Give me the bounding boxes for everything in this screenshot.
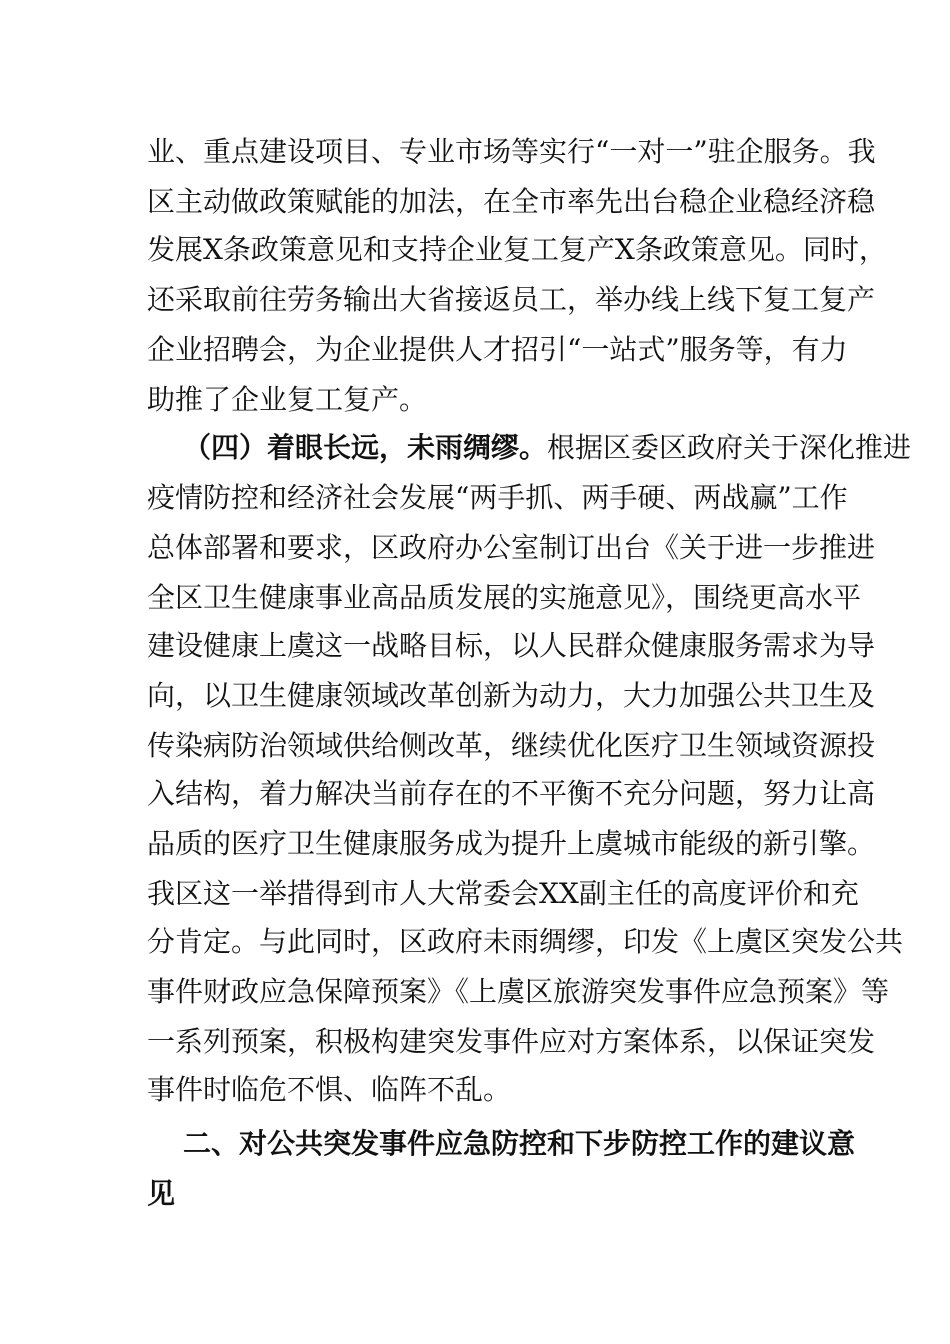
- paragraph-line: 传染病防治领域供给侧改革，继续优化医疗卫生领域资源投: [147, 729, 876, 762]
- paragraph-line: 品质的医疗卫生健康服务成为提升上虞城市能级的新引擎。: [147, 827, 876, 860]
- paragraph-line: 发展X条政策意见和支持企业复工复产X条政策意见。同时，: [147, 233, 887, 266]
- paragraph-line: 我区这一举措得到市人大常委会XX副主任的高度评价和充: [147, 877, 859, 910]
- paragraph-line: 区主动做政策赋能的加法，在全市率先出台稳企业稳经济稳: [147, 185, 876, 218]
- paragraph-text: 根据区委区政府关于深化推进: [547, 431, 912, 464]
- paragraph-line: 助推了企业复工复产。: [147, 383, 428, 416]
- paragraph-line: 分肯定。与此同时，区政府未雨绸缪，印发《上虞区突发公共: [147, 925, 904, 958]
- paragraph-line: 总体部署和要求，区政府办公室制订出台《关于进一步推进: [147, 531, 876, 564]
- section-heading-continued: 见: [147, 1177, 176, 1210]
- paragraph-line: 向，以卫生健康领域改革创新为动力，大力加强公共卫生及: [147, 679, 876, 712]
- paragraph-line: 事件时临危不惧、临阵不乱。: [147, 1073, 512, 1106]
- paragraph-line: 疫情防控和经济社会发展“两手抓、两手硬、两战赢”工作: [147, 481, 848, 514]
- subsection-heading: （四）着眼长远，未雨绸缪。: [183, 431, 548, 464]
- paragraph-first-line: [183, 428, 912, 468]
- paragraph-line: 全区卫生健康事业高品质发展的实施意见》，围绕更高水平: [147, 581, 862, 614]
- paragraph-line: 企业招聘会，为企业提供人才招引“一站式”服务等，有力: [147, 333, 848, 366]
- paragraph-line: 建设健康上虞这一战略目标，以人民群众健康服务需求为导: [147, 629, 876, 662]
- paragraph-line: 事件财政应急保障预案》《上虞区旅游突发事件应急预案》等: [147, 975, 890, 1008]
- paragraph-line: 还采取前往劳务输出大省接返员工，举办线上线下复工复产: [147, 283, 876, 316]
- section-heading: 二、对公共突发事件应急防控和下步防控工作的建议意: [183, 1127, 856, 1160]
- paragraph-line: 业、重点建设项目、专业市场等实行“一对一”驻企服务。我: [147, 135, 876, 168]
- paragraph-line: 入结构，着力解决当前存在的不平衡不充分问题，努力让高: [147, 777, 876, 810]
- paragraph-line: 一系列预案，积极构建突发事件应对方案体系，以保证突发: [147, 1025, 876, 1058]
